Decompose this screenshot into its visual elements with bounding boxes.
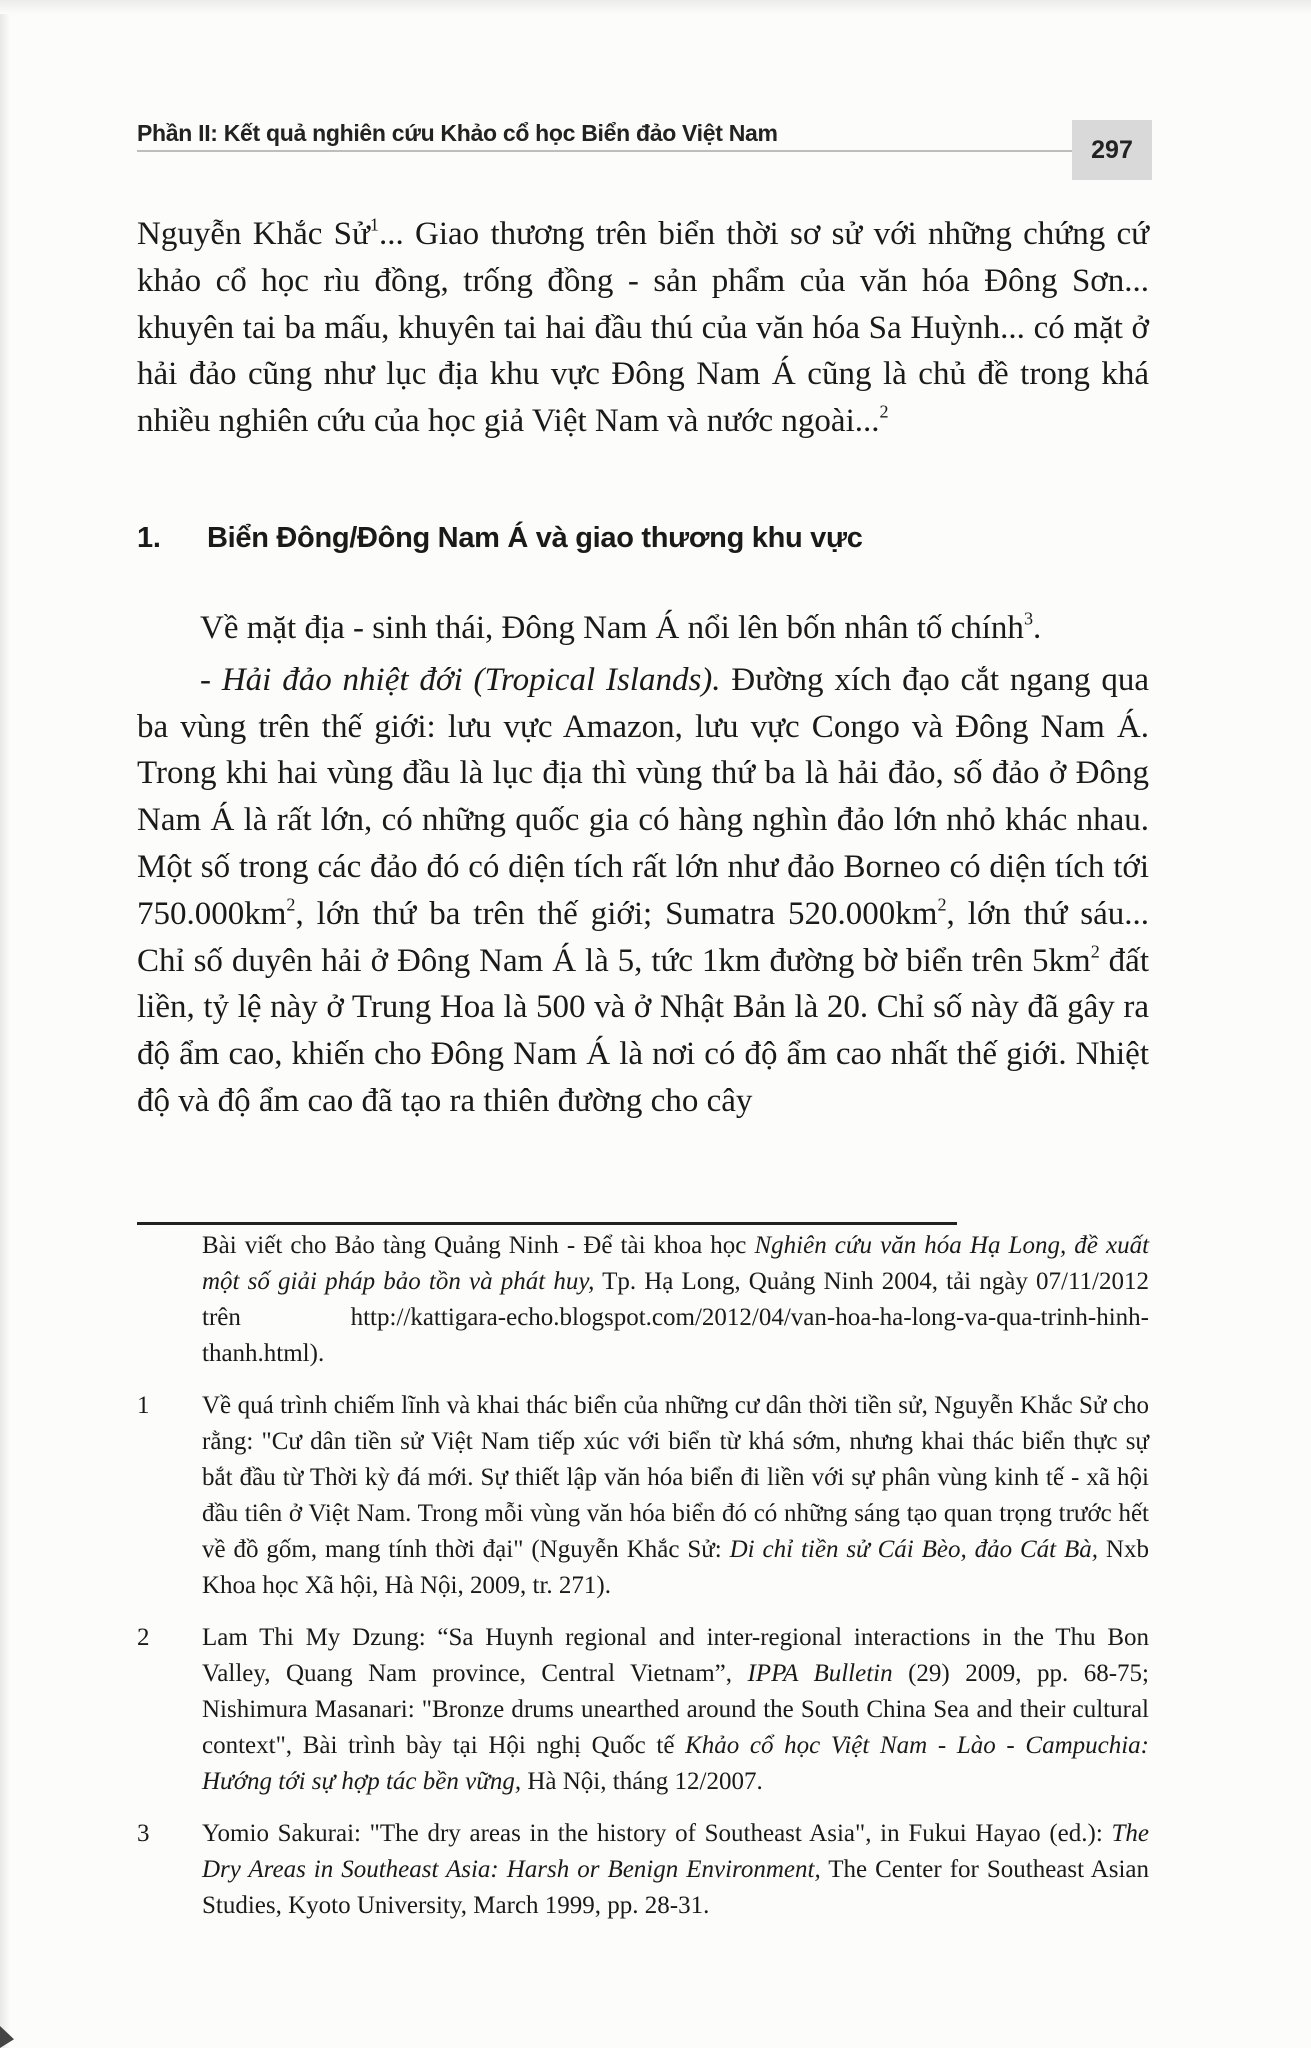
- footnote-source-text-b: Tp. Hạ Long, Quảng Ninh 2004, tải ngày 07/11/2012 trên http://kattigara-echo.blogspot.com/2012/04/van-hoa-ha-long-va-qua-trinh-hinh-thanh.html).: [202, 1268, 1149, 1367]
- superscript-c: 2: [1090, 940, 1100, 961]
- footnote-1: [137, 1388, 1149, 1604]
- footnotes: [137, 1228, 1149, 1924]
- footnote-2-text-a: Lam Thi My Dzung: “Sa Huynh regional and inter-regional interactions in the Thu Bon Valley, Quang Nam province, Central Vietnam”,: [202, 1624, 1149, 1687]
- footnote-3-text-b: The Center for Southeast Asian Studies, Kyoto University, March 1999, pp. 28-31.: [202, 1856, 1149, 1919]
- paragraph-2-text-b: , lớn thứ ba trên thế giới; Sumatra 520.000km: [295, 895, 938, 932]
- page-number: 297: [1072, 120, 1152, 180]
- footnote-ref-3: 3: [1023, 608, 1034, 629]
- footnote-2: [137, 1620, 1149, 1800]
- running-title: Phần II: Kết quả nghiên cứu Khảo cổ học Biển đảo Việt Nam: [137, 120, 778, 146]
- footnote-3-text-a: Yomio Sakurai: "The dry areas in the history of Southeast Asia", in Fukui Hayao (ed.):: [202, 1820, 1112, 1847]
- intro-text-a: Nguyễn Khắc Sử: [137, 216, 370, 252]
- paragraph-2-italic: Hải đảo nhiệt đới (Tropical Islands).: [221, 661, 721, 698]
- footnote-3-italic: The Dry Areas in Southeast Asia: Harsh or Benign Environment,: [202, 1820, 1149, 1883]
- footnote-source: [137, 1228, 1149, 1372]
- paragraph-1-text: Về mặt địa - sinh thái, Đông Nam Á nổi lên bốn nhân tố chính: [200, 610, 1024, 646]
- section-title: Biển Đông/Đông Nam Á và giao thương khu vực: [207, 522, 863, 554]
- footnote-ref-2: 2: [879, 401, 889, 422]
- paragraph-1-end: .: [1033, 610, 1042, 646]
- footnote-ref-1: 1: [369, 214, 379, 235]
- section-heading: [137, 522, 863, 555]
- footnote-1-text-b: Nxb Khoa học Xã hội, Hà Nội, 2009, tr. 271).: [202, 1536, 1149, 1599]
- paragraph-1: [137, 605, 1149, 652]
- footnote-3: [137, 1816, 1149, 1924]
- header-rule: [137, 150, 1072, 152]
- footnote-2-italic-b: Khảo cổ học Việt Nam - Lào - Campuchia: Hướng tới sự hợp tác bền vững,: [202, 1732, 1149, 1795]
- page-top-edge: [0, 0, 1311, 14]
- intro-paragraph: [137, 211, 1149, 445]
- footnote-rule: [137, 1222, 957, 1225]
- footnote-1-number: 1: [137, 1392, 150, 1419]
- footnote-source-italic: Nghiên cứu văn hóa Hạ Long, đề xuất một số giải pháp bảo tồn và phát huy,: [202, 1232, 1150, 1295]
- body-paragraphs: [137, 605, 1149, 1125]
- footnote-2-number: 2: [137, 1624, 150, 1651]
- spine-shadow: [0, 0, 10, 2048]
- intro-text-b: ... Giao thương trên biển thời sơ sử với những chứng cứ khảo cổ học rìu đồng, trống đồng - sản phẩm của văn hóa Đông Sơn... khuyên tai ba mấu, khuyên tai hai đầu thú của văn hóa Sa Huỳnh... có mặt ở hải đảo cũng như lục địa khu vực Đông Nam Á cũng là chủ đề trong khá nhiều nghiên cứu của học giả Việt Nam và nước ngoài...: [137, 216, 1150, 440]
- superscript-a: 2: [286, 894, 296, 915]
- footnote-2-italic-a: IPPA Bulletin: [747, 1660, 893, 1687]
- paragraph-2-text-a: Đường xích đạo cắt ngang qua ba vùng trên thế giới: lưu vực Amazon, lưu vực Congo và Đông Nam Á. Trong khi hai vùng đầu là lục địa thì vùng thứ ba là hải đảo, số đảo ở Đông Nam Á là rất lớn, có những quốc gia có hàng nghìn đảo lớn nhỏ khác nhau. Một số trong các đảo đó có diện tích rất lớn như đảo Borneo có diện tích tới 750.000km: [137, 661, 1150, 932]
- footnote-3-number: 3: [137, 1820, 150, 1847]
- paragraph-2-lead: -: [200, 661, 222, 698]
- footnote-1-text-a: Về quá trình chiếm lĩnh và khai thác biển của những cư dân thời tiền sử, Nguyễn Khắc Sử cho rằng: "Cư dân tiền sử Việt Nam tiếp xúc với biển từ khá sớm, nhưng khai thác biển thực sự bắt đầu từ Thời kỳ đá mới. Sự thiết lập văn hóa biển đi liền với sự phân vùng kinh tế - xã hội đầu tiên ở Việt Nam. Trong mỗi vùng văn hóa biển đó có những sáng tạo quan trọng trước hết về đồ gốm, mang tính thời đại" (Nguyễn Khắc Sử:: [202, 1392, 1149, 1563]
- footnote-1-italic: Di chỉ tiền sử Cái Bèo, đảo Cát Bà,: [729, 1536, 1099, 1563]
- paragraph-2: [137, 657, 1149, 1125]
- section-number: 1.: [137, 522, 161, 554]
- paragraph-2-text-d: đất liền, tỷ lệ này ở Trung Hoa là 500 và ở Nhật Bản là 20. Chỉ số này đã gây ra độ ẩm cao, khiến cho Đông Nam Á là nơi có độ ẩm cao nhất thế giới. Nhiệt độ và độ ẩm cao đã tạo ra thiên đường cho cây: [137, 942, 1149, 1119]
- superscript-b: 2: [937, 894, 947, 915]
- footnote-source-text-a: Bài viết cho Bảo tàng Quảng Ninh - Để tài khoa học: [202, 1232, 755, 1259]
- paragraph-2-text-c: , lớn thứ sáu... Chỉ số duyên hải ở Đông Nam Á là 5, tức 1km đường bờ biển trên 5km: [137, 895, 1149, 979]
- footnote-2-text-b: (29) 2009, pp. 68-75; Nishimura Masanari: "Bronze drums unearthed around the South China Sea and their cultural context", Bài trình bày tại Hội nghị Quốc tế: [202, 1660, 1149, 1759]
- footnote-2-text-c: Hà Nội, tháng 12/2007.: [521, 1768, 763, 1795]
